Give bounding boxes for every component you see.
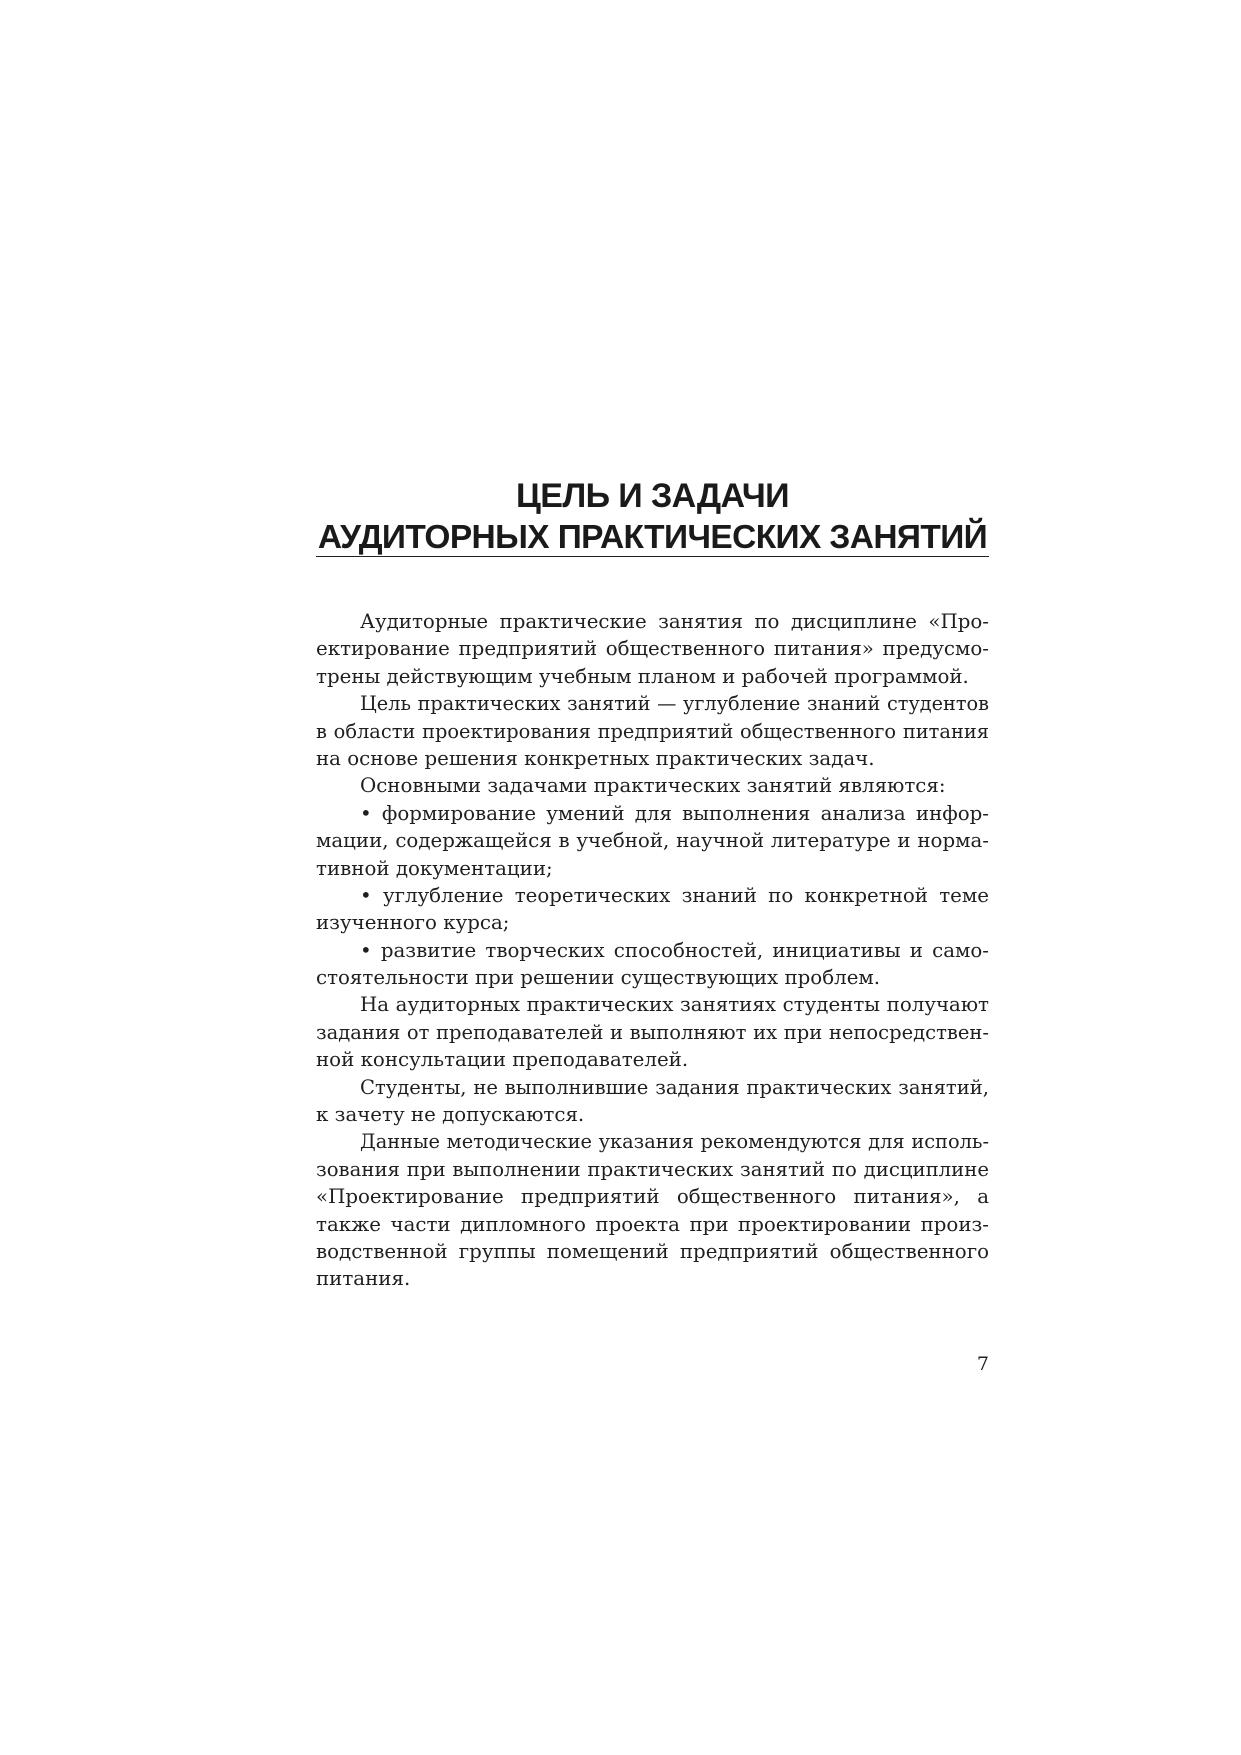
section-heading xyxy=(316,476,989,558)
heading-line-1: ЦЕЛЬ И ЗАДАЧИ xyxy=(516,477,789,515)
text-line: Студенты, не выполнившие задания практических занятий, xyxy=(360,1075,989,1099)
text-line: «Проектирование предприятий общественного питания», а xyxy=(316,1185,989,1209)
text-line: на основе решения конкретных практических задач. xyxy=(316,746,875,770)
bullet-item-line: • формирование умений для выполнения анализа инфор- xyxy=(360,801,989,825)
text-line: Цель практических занятий — углубление знаний студентов xyxy=(360,692,989,716)
text-line: ектирование предприятий общественного питания» предусмо- xyxy=(316,637,989,661)
text-line: Основными задачами практических занятий являются: xyxy=(360,774,946,798)
text-line: водственной группы помещений предприятий общественного xyxy=(316,1239,989,1263)
text-line: также части дипломного проекта при проектировании произ- xyxy=(316,1212,989,1236)
text-line: задания от преподавателей и выполняют их при непосредствен- xyxy=(316,1020,989,1044)
body-text xyxy=(316,608,989,1293)
page-number: 7 xyxy=(976,1353,989,1375)
text-line: в области проектирования предприятий общественного питания xyxy=(316,719,989,743)
text-line: к зачету не допускаются. xyxy=(316,1103,585,1127)
text-line: ной консультации преподавателей. xyxy=(316,1048,689,1072)
text-line: зования при выполнении практических занятий по дисциплине xyxy=(316,1157,989,1181)
text-line: Данные методические указания рекомендуются для исполь- xyxy=(360,1130,989,1154)
heading-divider xyxy=(316,556,989,557)
text-line: На аудиторных практических занятиях студенты получают xyxy=(360,993,989,1017)
text-line: мации, содержащейся в учебной, научной литературе и норма- xyxy=(316,829,989,853)
text-line: питания. xyxy=(316,1267,411,1291)
text-line: изученного курса; xyxy=(316,911,510,935)
bullet-item-line: • углубление теоретических знаний по конкретной теме xyxy=(360,883,989,907)
text-line: тивной документации; xyxy=(316,856,553,880)
bullet-item-line: • развитие творческих способностей, инициативы и само- xyxy=(360,938,989,962)
text-line: трены действующим учебным планом и рабочей программой. xyxy=(316,664,969,688)
text-line: стоятельности при решении существующих проблем. xyxy=(316,966,881,990)
text-line: Аудиторные практические занятия по дисциплине «Про- xyxy=(360,610,989,633)
heading-line-2: АУДИТОРНЫХ ПРАКТИЧЕСКИХ ЗАНЯТИЙ xyxy=(317,519,988,556)
